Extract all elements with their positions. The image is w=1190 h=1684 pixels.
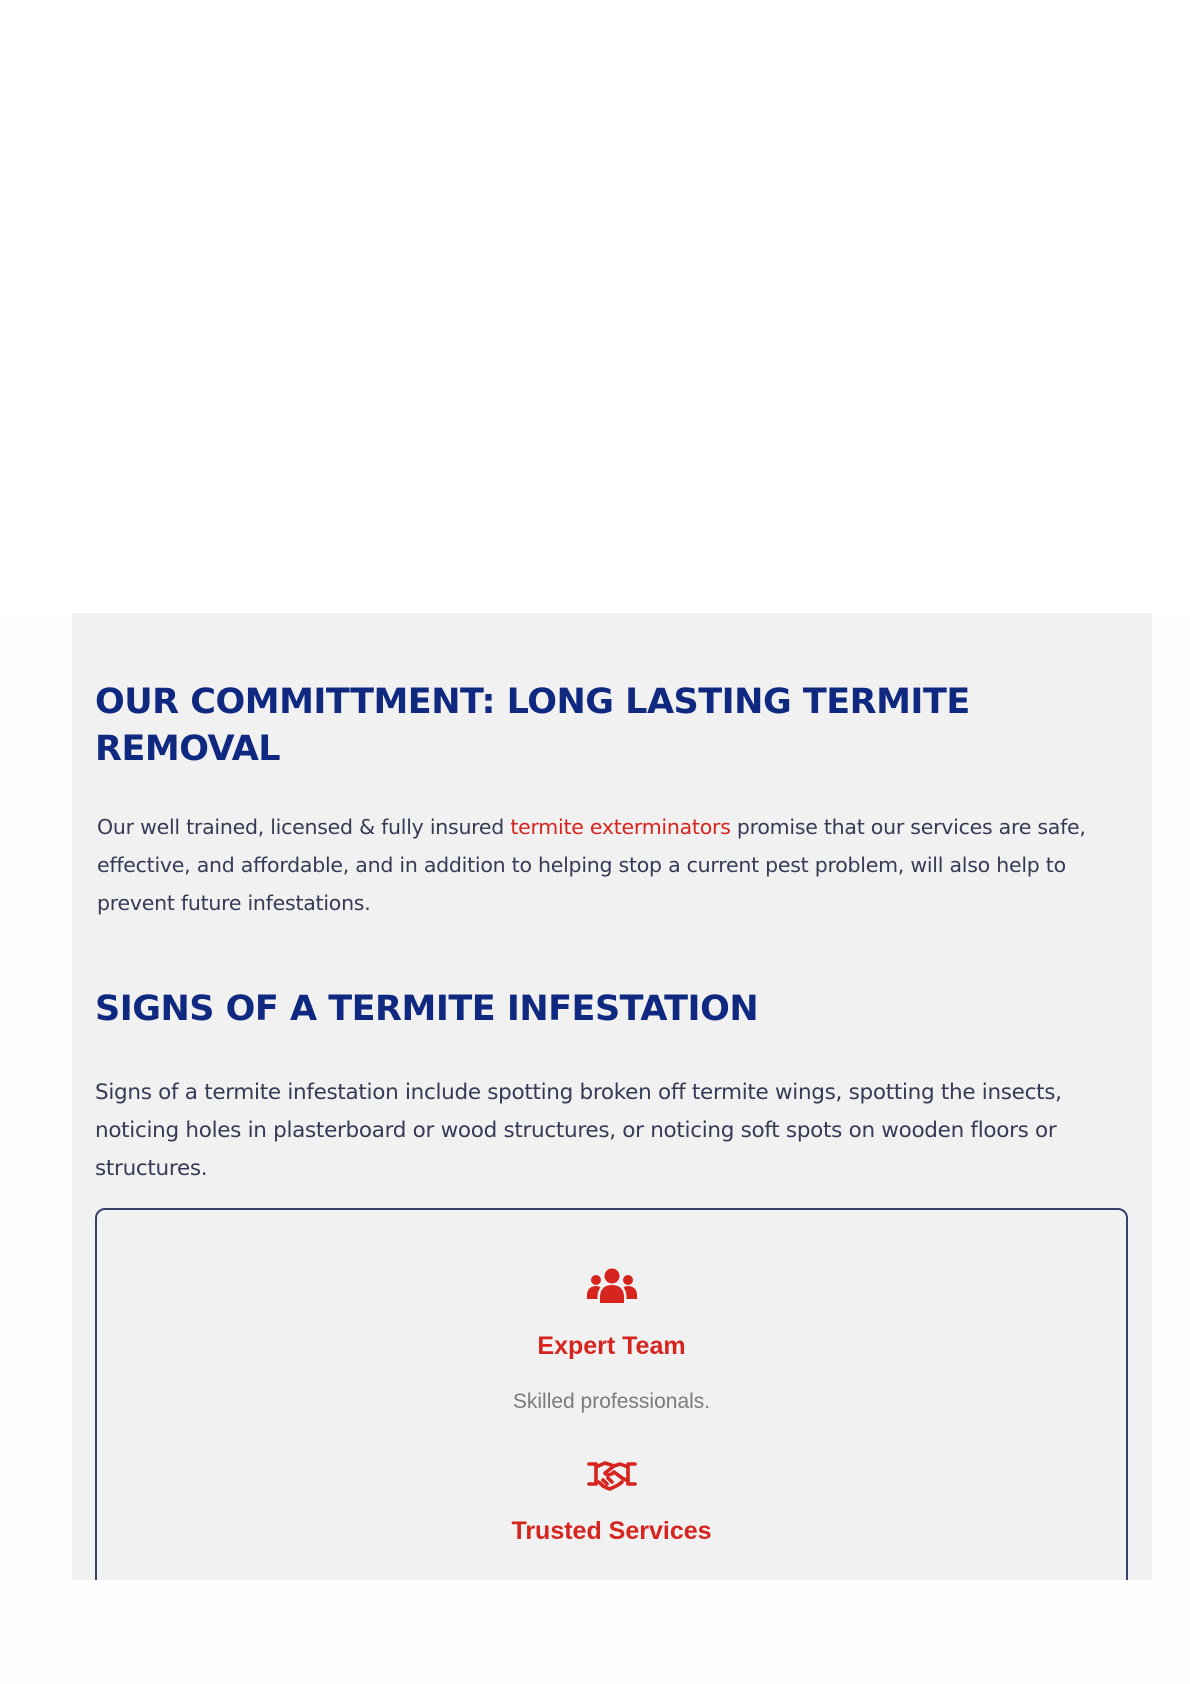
termite-exterminators-link[interactable]: termite exterminators bbox=[510, 815, 731, 839]
signs-heading: SIGNS OF A TERMITE INFESTATION bbox=[95, 989, 759, 1029]
features-box bbox=[95, 1208, 1128, 1580]
feature-title-trusted-services: Trusted Services bbox=[511, 1517, 712, 1545]
commitment-heading: OUR COMMITTMENT: LONG LASTING TERMITE REMOVAL bbox=[95, 682, 970, 769]
team-icon bbox=[587, 1268, 637, 1304]
feature-desc-expert-team: Skilled professionals. bbox=[512, 1390, 711, 1413]
commitment-text-after: promise that our services are safe, effective, and affordable, and in addition to helping stop a current pest problem, will also help to prevent future infestations. bbox=[97, 815, 1086, 915]
commitment-text-before: Our well trained, licensed & fully insured bbox=[97, 815, 511, 839]
handshake-icon bbox=[587, 1458, 637, 1492]
commitment-paragraph bbox=[97, 808, 1107, 922]
feature-title-expert-team: Expert Team bbox=[537, 1332, 686, 1360]
signs-paragraph: Signs of a termite infestation include spotting broken off termite wings, spotting the insects, noticing holes in plasterboard or wood structures, or noticing soft spots on wooden floors or structures. bbox=[95, 1080, 1062, 1181]
top-blank-area bbox=[0, 0, 1190, 613]
commitment-section bbox=[72, 613, 1152, 1580]
